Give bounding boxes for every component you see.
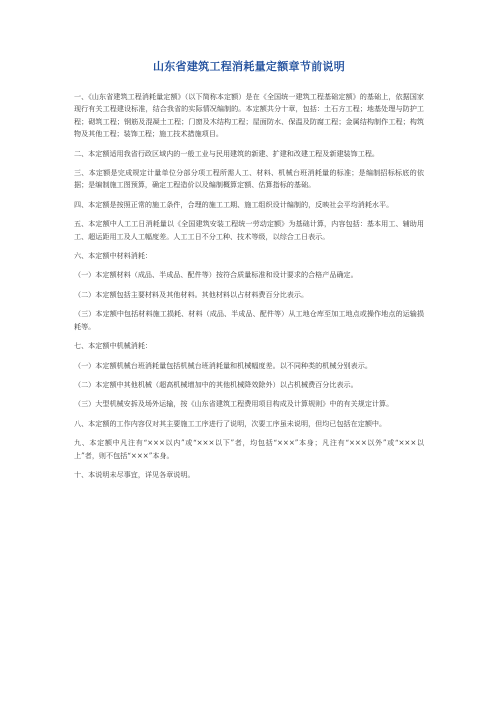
paragraph-6: 六、本定额中材料消耗： — [74, 251, 153, 261]
paragraph-1: 一、《山东省建筑工程消耗量定额》（以下简称本定额）是在《全国统一建筑工程基础定额》的基础上，依据国家现行有关工程建设标准，结合我省的实际情况编制的。本定额共分十章，包括：土石方工程；地基处理与防护工程；砌筑工程；钢筋及混凝土工程；门窗及木结构工程；屋面防水、保温及防腐工程；金属结构制作工程；构筑物及其他工程；装饰工程；施工技术措施项目。 — [74, 92, 424, 139]
paragraph-5: 五、本定额中人工工日消耗量以《全国建筑安装工程统一劳动定额》为基础计算，内容包括：基本用工、辅助用工、超运距用工及人工幅度差。人工工日不分工种、技术等级，以综合工日表示。 — [74, 219, 424, 241]
paragraph-10: 十、本说明未尽事宜，详见各章说明。 — [74, 469, 195, 479]
paragraph-7: 七、本定额中机械消耗： — [74, 341, 153, 351]
paragraph-9: 九、本定额中凡注有“×××以内”或“×××以下”者，均包括“×××”本身；凡注有“×××以外”或“×××以上”者，则不包括“×××”本身。 — [74, 438, 424, 460]
paragraph-8: 八、本定额的工作内容仅对其主要施工工序进行了说明，次要工序虽未说明，但均已包括在定额中。 — [74, 418, 387, 428]
paragraph-4: 四、本定额是按照正常的施工条件，合理的施工工期、施工组织设计编制的，反映社会平均消耗水平。 — [74, 199, 394, 209]
paragraph-2: 二、本定额适用我省行政区域内的一般工业与民用建筑的新建、扩建和改建工程及新建装饰工程。 — [74, 148, 380, 158]
paragraph-3: 三、本定额是完成规定计量单位分部分项工程所需人工、材料、机械台班消耗量的标准；是编制招标标底的依据；是编制施工图预算，确定工程造价以及编制概算定额、估算指标的基础。 — [74, 168, 424, 190]
paragraph-7-2: （二）本定额中其他机械（超高机械增加中的其他机械降效除外）以占机械费百分比表示。 — [74, 379, 358, 389]
paragraph-6-3: （三）本定额中包括材料施工损耗、材料（成品、半成品、配件等）从工地仓库至加工地点或操作地点的运输损耗等。 — [74, 309, 424, 331]
paragraph-6-1: （一）本定额材料（成品、半成品、配件等）按符合质量标准和设计要求的合格产品确定。 — [74, 270, 358, 280]
document-page — [74, 60, 424, 488]
paragraph-7-1: （一）本定额机械台班消耗量包括机械台班消耗量和机械幅度差。以不同种类的机械分别表示。 — [74, 360, 372, 370]
paragraph-6-2: （二）本定额包括主要材料及其他材料。其他材料以占材料费百分比表示。 — [74, 289, 309, 299]
document-body — [74, 91, 424, 481]
paragraph-7-3: （三）大型机械安拆及场外运输，按《山东省建筑工程费用项目构成及计算规则》中的有关规定计算。 — [74, 399, 394, 409]
document-title: 山东省建筑工程消耗量定额章节前说明 — [152, 60, 346, 73]
